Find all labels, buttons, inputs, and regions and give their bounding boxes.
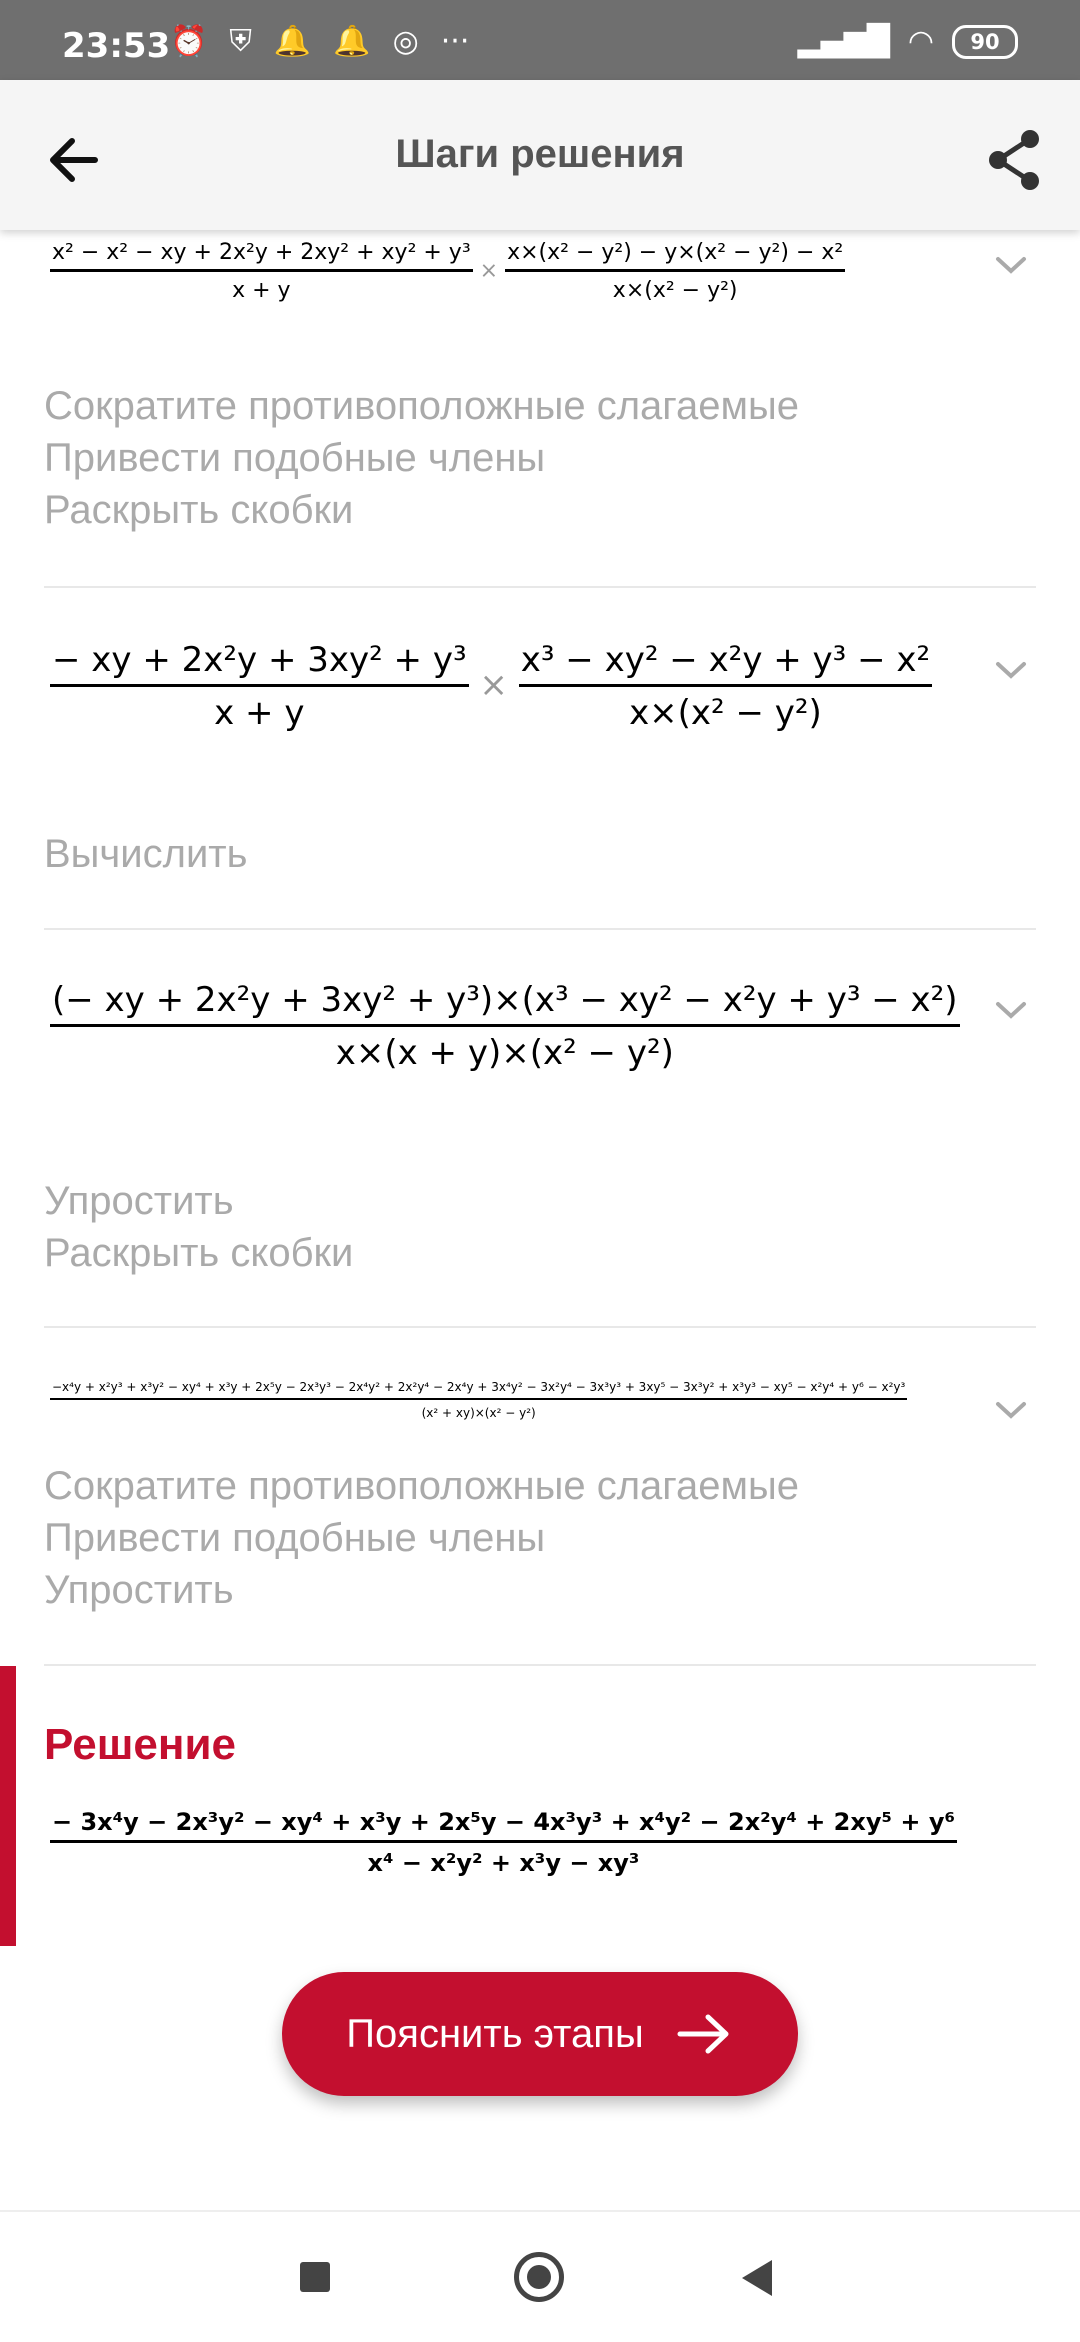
step-2-descriptions: Вычислить <box>44 832 248 876</box>
solution-expression <box>50 1808 957 1877</box>
share-icon <box>980 125 1050 195</box>
explain-steps-label: Пояснить этапы <box>346 2011 644 2056</box>
share-button[interactable] <box>980 125 1050 195</box>
status-right-icons <box>798 24 1018 59</box>
divider <box>44 1664 1036 1666</box>
step-4-expression <box>50 1380 907 1420</box>
alarm-icon: 🔔 <box>333 24 371 59</box>
step-3-expression <box>50 980 960 1073</box>
multiply-operator: × <box>479 258 499 284</box>
back-icon[interactable] <box>742 2260 772 2296</box>
wifi-icon: ◠ <box>907 24 934 59</box>
divider <box>44 1326 1036 1328</box>
signal-icon: ▂▄▆█ <box>797 24 890 59</box>
more-dots-icon: ··· <box>440 24 470 59</box>
solution-title: Решение <box>44 1720 236 1769</box>
explain-steps-button[interactable] <box>282 1972 798 2096</box>
chrome-icon: ◎ <box>392 24 419 59</box>
step-2-fraction-1: $\frac{\text{− xy + 2x²y + 3xy² + y³}}{x + y}$ <box>52 640 467 733</box>
status-time: 23:53 <box>62 26 171 66</box>
home-icon[interactable] <box>514 2252 564 2302</box>
system-nav-bar <box>0 2210 1080 2342</box>
solution-fraction: − 3x⁴y − 2x³y² − xy⁴ + x³y + 2x⁵y − 4x³y³ + x⁴y² − 2x²y⁴ + 2xy⁵ + y⁶ x⁴ − x²y² + x³y − xy³ <box>52 1808 955 1877</box>
step-2-expression <box>50 640 932 733</box>
step-4-descriptions: Сократите противоположные слагаемые Привести подобные члены Упростить <box>44 1464 799 1612</box>
app-bar <box>0 80 1080 230</box>
alarm-icon: 🔔 <box>273 24 312 59</box>
battery-icon: 90 <box>952 25 1018 59</box>
step-1-fraction-2: $\frac{\text{x×(x² − y²) − y×(x² − y²) − x²}}{\text{x×(x² − y²)}}$ <box>507 240 844 303</box>
chevron-down-icon[interactable] <box>986 240 1036 290</box>
status-notification-icons <box>170 24 469 59</box>
recent-apps-icon[interactable] <box>300 2262 330 2292</box>
alarm-clock-icon: ⏰ <box>170 24 208 59</box>
page-title: Шаги решения <box>395 132 685 176</box>
chevron-down-icon[interactable] <box>986 645 1036 695</box>
step-1-fraction-1: $\frac{\text{x² − x² − xy + 2x²y + 2xy² + xy² + y³}}{x + y}$ <box>52 240 471 303</box>
multiply-operator: × <box>479 665 508 705</box>
step-1-expression <box>50 240 845 303</box>
step-1-descriptions: Сократите противоположные слагаемые Привести подобные члены Раскрыть скобки <box>44 384 799 532</box>
step-3-fraction: $\frac{\text{(− xy + 2x²y + 3xy² + y³)×(x³ − xy² − x²y + y³ − x²)}}{\text{x×(x + y)×(x² − y²)}}$ <box>52 980 958 1073</box>
chevron-down-icon[interactable] <box>986 985 1036 1035</box>
divider <box>44 586 1036 588</box>
solution-accent-bar <box>0 1666 16 1946</box>
status-bar <box>0 0 1080 80</box>
step-4-fraction: −x⁴y + x²y³ + x³y² − xy⁴ + x³y + 2x⁵y − 2x³y³ − 2x⁴y² + 2x²y⁴ − 2x⁴y + 3x⁴y² − 3x²y⁴ − 3x³y³ + 3xy⁵ − 3x³y² + x³y³ − xy⁵ − x²y⁴ + y⁶ − x²y³ (x² + xy)×(x² − y²) <box>52 1380 906 1420</box>
step-2-fraction-2: $\frac{\text{x³ − xy² − x²y + y³ − x²}}{\text{x×(x² − y²)}}$ <box>520 640 931 733</box>
arrow-right-icon <box>674 2009 734 2059</box>
shield-bolt-icon: ⛨ <box>229 24 252 59</box>
divider <box>44 928 1036 930</box>
chevron-down-icon[interactable] <box>986 1385 1036 1435</box>
step-3-descriptions: Упростить Раскрыть скобки <box>44 1179 354 1275</box>
